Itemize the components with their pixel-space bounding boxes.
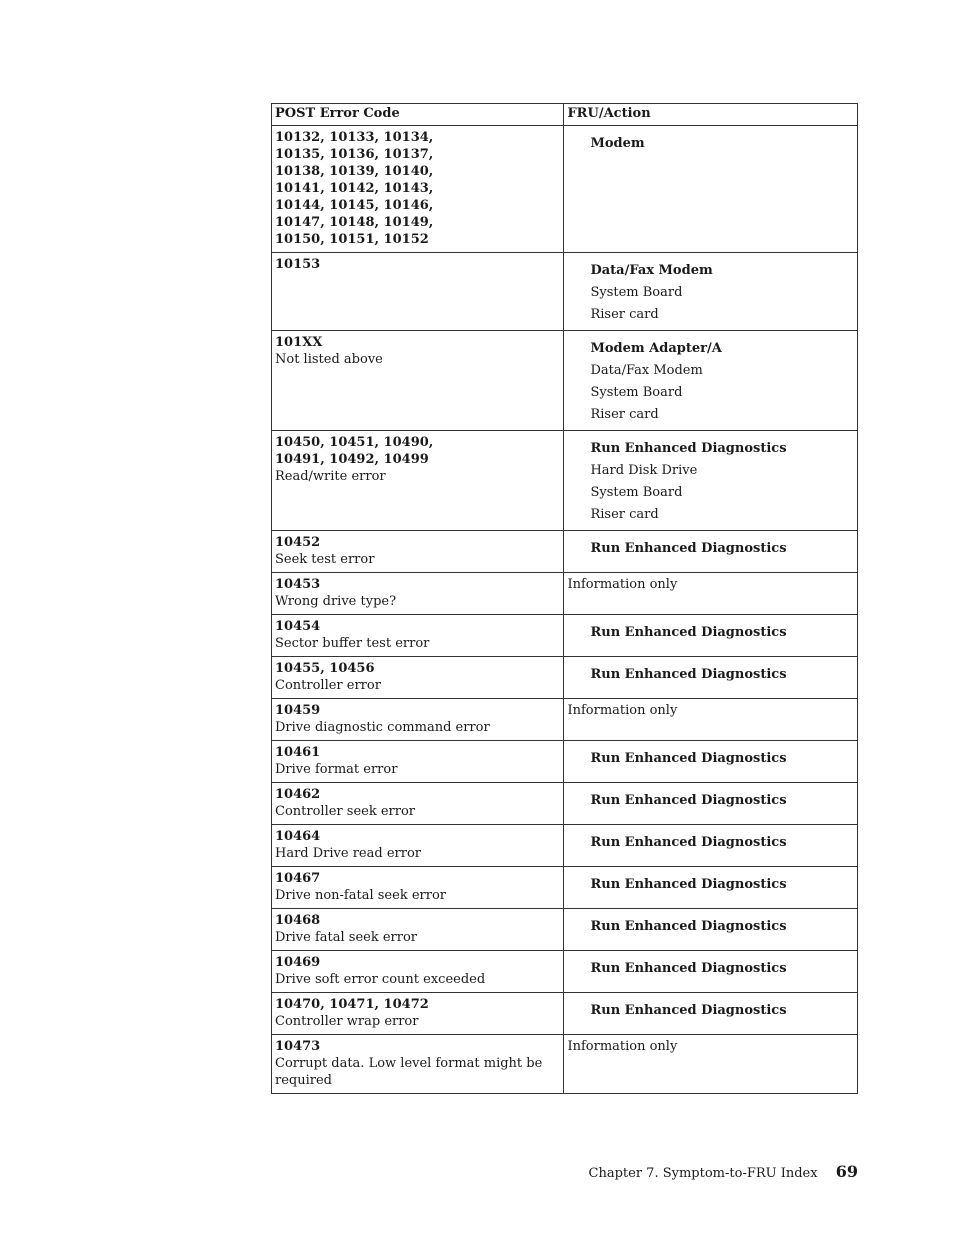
table-row	[272, 1035, 858, 1094]
error-code: 10469	[275, 955, 321, 970]
fru-action-item: Run Enhanced Diagnostics	[590, 919, 787, 934]
fru-action-list	[567, 744, 853, 770]
error-code: 10453	[275, 577, 321, 592]
header-post-error-code: POST Error Code	[272, 104, 564, 126]
table-row	[272, 741, 858, 783]
fru-action-list	[567, 870, 853, 896]
error-description: Controller seek error	[275, 804, 415, 819]
error-code: 10461	[275, 745, 321, 760]
error-code: 10468	[275, 913, 321, 928]
error-code: 10462	[275, 787, 321, 802]
fru-action-cell	[564, 951, 858, 993]
error-code: 10454	[275, 619, 321, 634]
fru-action-cell	[564, 531, 858, 573]
table-row	[272, 825, 858, 867]
table-row	[272, 126, 858, 253]
fru-action-list	[567, 256, 853, 326]
fru-action-cell	[564, 741, 858, 783]
error-code-cell	[272, 783, 564, 825]
error-description: Drive fatal seek error	[275, 930, 418, 945]
fru-action-list	[567, 996, 853, 1022]
fru-action-item: Data/Fax Modem	[590, 263, 713, 278]
fru-action-list	[567, 660, 853, 686]
error-code: 10450, 10451, 10490,	[275, 435, 434, 450]
fru-action-item: Modem	[590, 136, 645, 151]
table-row	[272, 951, 858, 993]
fru-action-list	[567, 786, 853, 812]
table-row	[272, 573, 858, 615]
fru-action-list	[567, 618, 853, 644]
error-code: 10153	[275, 257, 321, 272]
error-code-cell	[272, 1035, 564, 1094]
error-code: 10455, 10456	[275, 661, 375, 676]
fru-action-item: Run Enhanced Diagnostics	[590, 961, 787, 976]
fru-action-item: Data/Fax Modem	[590, 363, 703, 378]
fru-action-list	[567, 334, 853, 426]
error-code: 10470, 10471, 10472	[275, 997, 429, 1012]
fru-action-cell	[564, 699, 858, 741]
fru-action-text: Information only	[567, 1039, 678, 1054]
post-error-table	[271, 103, 858, 1094]
error-description: Sector buffer test error	[275, 636, 430, 651]
fru-action-text: Information only	[567, 577, 678, 592]
fru-action-list	[567, 534, 853, 560]
table-row	[272, 615, 858, 657]
fru-action-item: Run Enhanced Diagnostics	[590, 877, 787, 892]
error-description: Hard Drive read error	[275, 846, 421, 861]
error-description: Wrong drive type?	[275, 594, 397, 609]
fru-action-item: Riser card	[590, 407, 659, 422]
fru-action-list	[567, 912, 853, 938]
fru-action-item: System Board	[590, 485, 683, 500]
error-code: 10452	[275, 535, 321, 550]
error-code-cell	[272, 951, 564, 993]
error-code: 10138, 10139, 10140,	[275, 164, 434, 179]
error-description: Drive diagnostic command error	[275, 720, 490, 735]
table-row	[272, 331, 858, 431]
error-code-cell	[272, 431, 564, 531]
table-row	[272, 993, 858, 1035]
fru-action-list	[567, 434, 853, 526]
error-code: 10464	[275, 829, 321, 844]
error-code: 10467	[275, 871, 321, 886]
table-row	[272, 867, 858, 909]
error-code-cell	[272, 741, 564, 783]
fru-action-item: Riser card	[590, 507, 659, 522]
error-code-cell	[272, 825, 564, 867]
fru-action-item: System Board	[590, 285, 683, 300]
table-row	[272, 699, 858, 741]
error-code-cell	[272, 993, 564, 1035]
fru-action-item: Run Enhanced Diagnostics	[590, 793, 787, 808]
fru-action-item: Run Enhanced Diagnostics	[590, 667, 787, 682]
fru-action-cell	[564, 867, 858, 909]
error-code-cell	[272, 126, 564, 253]
fru-action-item: System Board	[590, 385, 683, 400]
fru-action-text: Information only	[567, 703, 678, 718]
fru-action-cell	[564, 431, 858, 531]
fru-action-list	[567, 828, 853, 854]
error-code-cell	[272, 699, 564, 741]
error-description: Not listed above	[275, 352, 383, 367]
error-code-cell	[272, 253, 564, 331]
table-header-row	[272, 104, 858, 126]
error-description: Controller wrap error	[275, 1014, 419, 1029]
fru-action-item: Hard Disk Drive	[590, 463, 698, 478]
error-code: 10491, 10492, 10499	[275, 452, 429, 467]
error-code-cell	[272, 573, 564, 615]
table-row	[272, 909, 858, 951]
error-description: Drive soft error count exceeded	[275, 972, 486, 987]
error-code: 10459	[275, 703, 321, 718]
table-row	[272, 657, 858, 699]
error-description: Corrupt data. Low level format might be	[275, 1056, 543, 1071]
error-code-cell	[272, 615, 564, 657]
page-footer	[589, 1162, 858, 1181]
fru-action-cell	[564, 253, 858, 331]
fru-action-cell	[564, 657, 858, 699]
fru-action-cell	[564, 615, 858, 657]
table-body	[272, 126, 858, 1094]
error-code-cell	[272, 867, 564, 909]
table-row	[272, 253, 858, 331]
fru-action-cell	[564, 825, 858, 867]
error-code: 10473	[275, 1039, 321, 1054]
error-code: 101XX	[275, 335, 323, 350]
fru-action-cell	[564, 331, 858, 431]
fru-action-item: Modem Adapter/A	[590, 341, 722, 356]
fru-action-list	[567, 129, 853, 155]
fru-action-cell	[564, 126, 858, 253]
error-code-cell	[272, 531, 564, 573]
table-row	[272, 783, 858, 825]
table-row	[272, 531, 858, 573]
error-description: Controller error	[275, 678, 381, 693]
page-number: 69	[835, 1162, 858, 1181]
fru-action-item: Run Enhanced Diagnostics	[590, 751, 787, 766]
fru-action-cell	[564, 1035, 858, 1094]
error-code: 10147, 10148, 10149,	[275, 215, 434, 230]
error-code: 10150, 10151, 10152	[275, 232, 429, 247]
fru-action-item: Riser card	[590, 307, 659, 322]
fru-action-item: Run Enhanced Diagnostics	[590, 541, 787, 556]
chapter-title: Chapter 7. Symptom-to-FRU Index	[588, 1166, 818, 1181]
error-code: 10141, 10142, 10143,	[275, 181, 434, 196]
error-description: Drive non-fatal seek error	[275, 888, 446, 903]
error-code: 10144, 10145, 10146,	[275, 198, 434, 213]
error-description: required	[275, 1073, 332, 1088]
error-code-cell	[272, 331, 564, 431]
error-code-cell	[272, 657, 564, 699]
error-description: Drive format error	[275, 762, 398, 777]
error-code-cell	[272, 909, 564, 951]
fru-action-item: Run Enhanced Diagnostics	[590, 1003, 787, 1018]
table-row	[272, 431, 858, 531]
fru-action-cell	[564, 909, 858, 951]
fru-action-cell	[564, 573, 858, 615]
fru-action-item: Run Enhanced Diagnostics	[590, 441, 787, 456]
error-code: 10132, 10133, 10134,	[275, 130, 434, 145]
error-code: 10135, 10136, 10137,	[275, 147, 434, 162]
header-fru-action: FRU/Action	[564, 104, 858, 126]
fru-action-list	[567, 954, 853, 980]
fru-action-cell	[564, 993, 858, 1035]
error-description: Seek test error	[275, 552, 375, 567]
fru-action-item: Run Enhanced Diagnostics	[590, 835, 787, 850]
fru-action-cell	[564, 783, 858, 825]
fru-action-item: Run Enhanced Diagnostics	[590, 625, 787, 640]
error-description: Read/write error	[275, 469, 386, 484]
